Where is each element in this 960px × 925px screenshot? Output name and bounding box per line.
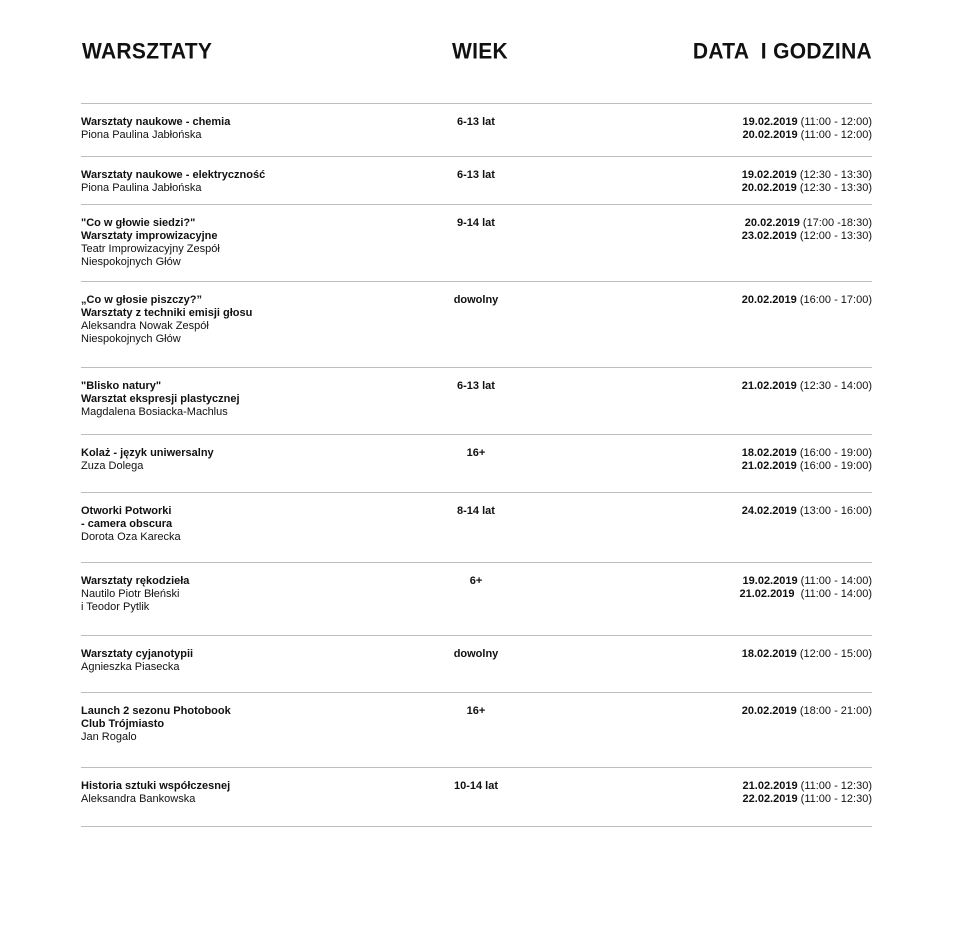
session-date: 18.02.2019 (741, 648, 797, 660)
age-cell: 16+ (466, 447, 486, 459)
age-cell: 6-13 lat (457, 169, 495, 181)
workshop-cell (81, 648, 411, 674)
workshop-host: Nautilo Piotr Błeński (81, 588, 180, 600)
table-row (81, 281, 872, 367)
table-row (81, 692, 872, 767)
session-date: 21.02.2019 (742, 780, 798, 792)
workshop-host: Aleksandra Nowak Zespół (81, 320, 209, 332)
workshop-title: Warsztaty naukowe - elektryczność (81, 169, 266, 181)
session-time: (12:00 - 15:00) (796, 648, 872, 660)
column-header-age: WIEK (452, 39, 509, 64)
session-date: 20.02.2019 (742, 129, 798, 141)
table-header (82, 40, 872, 70)
age-cell: 9-14 lat (457, 217, 495, 229)
workshop-host: Niespokojnych Głów (81, 256, 181, 268)
workshop-host: Jan Rogalo (81, 731, 137, 743)
workshop-host: i Teodor Pytlik (81, 601, 150, 613)
workshop-host: Magdalena Bosiacka-Machlus (81, 406, 228, 418)
session-date: 23.02.2019 (741, 230, 797, 242)
age-cell: dowolny (453, 294, 499, 306)
datetime-cell (742, 380, 872, 393)
session-datetime (742, 169, 872, 182)
age-cell: 6-13 lat (457, 116, 495, 128)
session-time: (12:30 - 14:00) (796, 380, 872, 392)
session-datetime (743, 116, 872, 129)
session-datetime (742, 380, 872, 393)
workshop-cell (81, 705, 411, 744)
age-cell: dowolny (453, 648, 499, 660)
workshop-host: Agnieszka Piasecka (81, 661, 180, 673)
workshop-cell (81, 575, 411, 614)
datetime-cell (742, 505, 872, 518)
session-time: (11:00 - 12:30) (797, 793, 872, 805)
workshop-host: Niespokojnych Głów (81, 333, 181, 345)
session-date: 20.02.2019 (741, 294, 797, 306)
table-row (81, 156, 872, 204)
workshop-title: "Co w głowie siedzi?" (81, 217, 196, 229)
datetime-cell (742, 648, 872, 661)
session-time: (16:00 - 19:00) (796, 460, 872, 472)
session-datetime (743, 793, 872, 806)
session-datetime (739, 575, 872, 588)
workshop-title: - camera obscura (81, 518, 173, 530)
session-date: 19.02.2019 (742, 575, 798, 587)
table-row (81, 434, 872, 492)
session-time: (11:00 - 12:00) (797, 129, 872, 141)
session-datetime (742, 294, 872, 307)
datetime-cell (742, 294, 872, 307)
workshop-host: Dorota Oza Karecka (81, 531, 181, 543)
session-date: 20.02.2019 (741, 182, 797, 194)
session-time: (12:00 - 13:30) (796, 230, 872, 242)
table-row (81, 204, 872, 281)
workshop-table (81, 103, 872, 827)
workshop-title: Warsztaty cyjanotypii (81, 648, 194, 660)
session-datetime (739, 588, 872, 601)
age-cell: 6-13 lat (457, 380, 495, 392)
session-time: (16:00 - 17:00) (796, 294, 872, 306)
session-time: (11:00 - 12:00) (797, 116, 872, 128)
age-cell: 10-14 lat (453, 780, 499, 792)
table-row (81, 635, 872, 692)
workshop-host: Piona Paulina Jabłońska (81, 182, 202, 194)
datetime-cell (743, 116, 872, 142)
session-date: 20.02.2019 (741, 705, 797, 717)
session-time: (13:00 - 16:00) (796, 505, 872, 517)
age-cell: 16+ (466, 705, 486, 717)
column-header-datetime: DATA I GODZINA (692, 39, 872, 64)
session-datetime (742, 460, 872, 473)
workshop-host: Piona Paulina Jabłońska (81, 129, 202, 141)
session-date: 24.02.2019 (741, 505, 797, 517)
session-date: 18.02.2019 (741, 447, 797, 459)
session-datetime (742, 505, 872, 518)
table-row (81, 767, 872, 827)
session-date: 21.02.2019 (741, 380, 797, 392)
session-time: (11:00 - 12:30) (797, 780, 872, 792)
workshop-cell (81, 169, 411, 195)
table-row (81, 367, 872, 434)
session-time: (16:00 - 19:00) (796, 447, 872, 459)
workshop-title: Warsztaty naukowe - chemia (81, 116, 231, 128)
session-time: (17:00 -18:30) (799, 217, 872, 229)
session-datetime (742, 447, 872, 460)
session-time: (11:00 - 14:00) (794, 588, 872, 600)
workshop-title: Historia sztuki współczesnej (81, 780, 231, 792)
session-datetime (743, 780, 872, 793)
workshop-host: Teatr Improwizacyjny Zespół (81, 243, 220, 255)
workshop-title: Launch 2 sezonu Photobook (81, 705, 231, 717)
workshop-cell (81, 217, 411, 269)
session-time: (11:00 - 14:00) (797, 575, 872, 587)
session-date: 21.02.2019 (741, 460, 797, 472)
workshop-title: Warsztat ekspresji plastycznej (81, 393, 240, 405)
workshop-title: „Co w głosie piszczy?” (81, 294, 203, 306)
datetime-cell (742, 217, 872, 243)
workshop-cell (81, 294, 411, 346)
datetime-cell (742, 169, 872, 195)
datetime-cell (742, 447, 872, 473)
workshop-host: Aleksandra Bankowska (81, 793, 196, 805)
session-datetime (743, 129, 872, 142)
table-row (81, 492, 872, 562)
workshop-cell (81, 505, 411, 544)
datetime-cell (739, 575, 872, 601)
table-row (81, 562, 872, 635)
workshop-title: Warsztaty z techniki emisji głosu (81, 307, 253, 319)
datetime-cell (743, 780, 872, 806)
workshop-cell (81, 780, 411, 806)
session-date: 22.02.2019 (742, 793, 798, 805)
age-cell: 8-14 lat (457, 505, 495, 517)
session-time: (12:30 - 13:30) (796, 182, 872, 194)
session-date: 21.02.2019 (739, 588, 795, 600)
age-cell: 6+ (469, 575, 483, 587)
session-time: (12:30 - 13:30) (796, 169, 872, 181)
workshop-title: "Blisko natury" (81, 380, 162, 392)
workshop-title: Warsztaty improwizacyjne (81, 230, 218, 242)
session-date: 19.02.2019 (742, 116, 798, 128)
datetime-cell (742, 705, 872, 718)
workshop-cell (81, 447, 411, 473)
session-date: 20.02.2019 (744, 217, 800, 229)
session-datetime (742, 705, 872, 718)
session-datetime (742, 182, 872, 195)
workshop-title: Warsztaty rękodzieła (81, 575, 190, 587)
session-datetime (742, 217, 872, 230)
workshop-host: Zuza Dolega (81, 460, 144, 472)
workshop-cell (81, 116, 411, 142)
workshop-title: Otworki Potworki (81, 505, 172, 517)
table-row (81, 103, 872, 156)
workshop-title: Club Trójmiasto (81, 718, 165, 730)
session-date: 19.02.2019 (741, 169, 797, 181)
column-header-workshops: WARSZTATY (82, 39, 213, 64)
session-datetime (742, 230, 872, 243)
workshop-cell (81, 380, 411, 419)
workshop-title: Kolaż - język uniwersalny (81, 447, 214, 459)
session-time: (18:00 - 21:00) (796, 705, 872, 717)
session-datetime (742, 648, 872, 661)
